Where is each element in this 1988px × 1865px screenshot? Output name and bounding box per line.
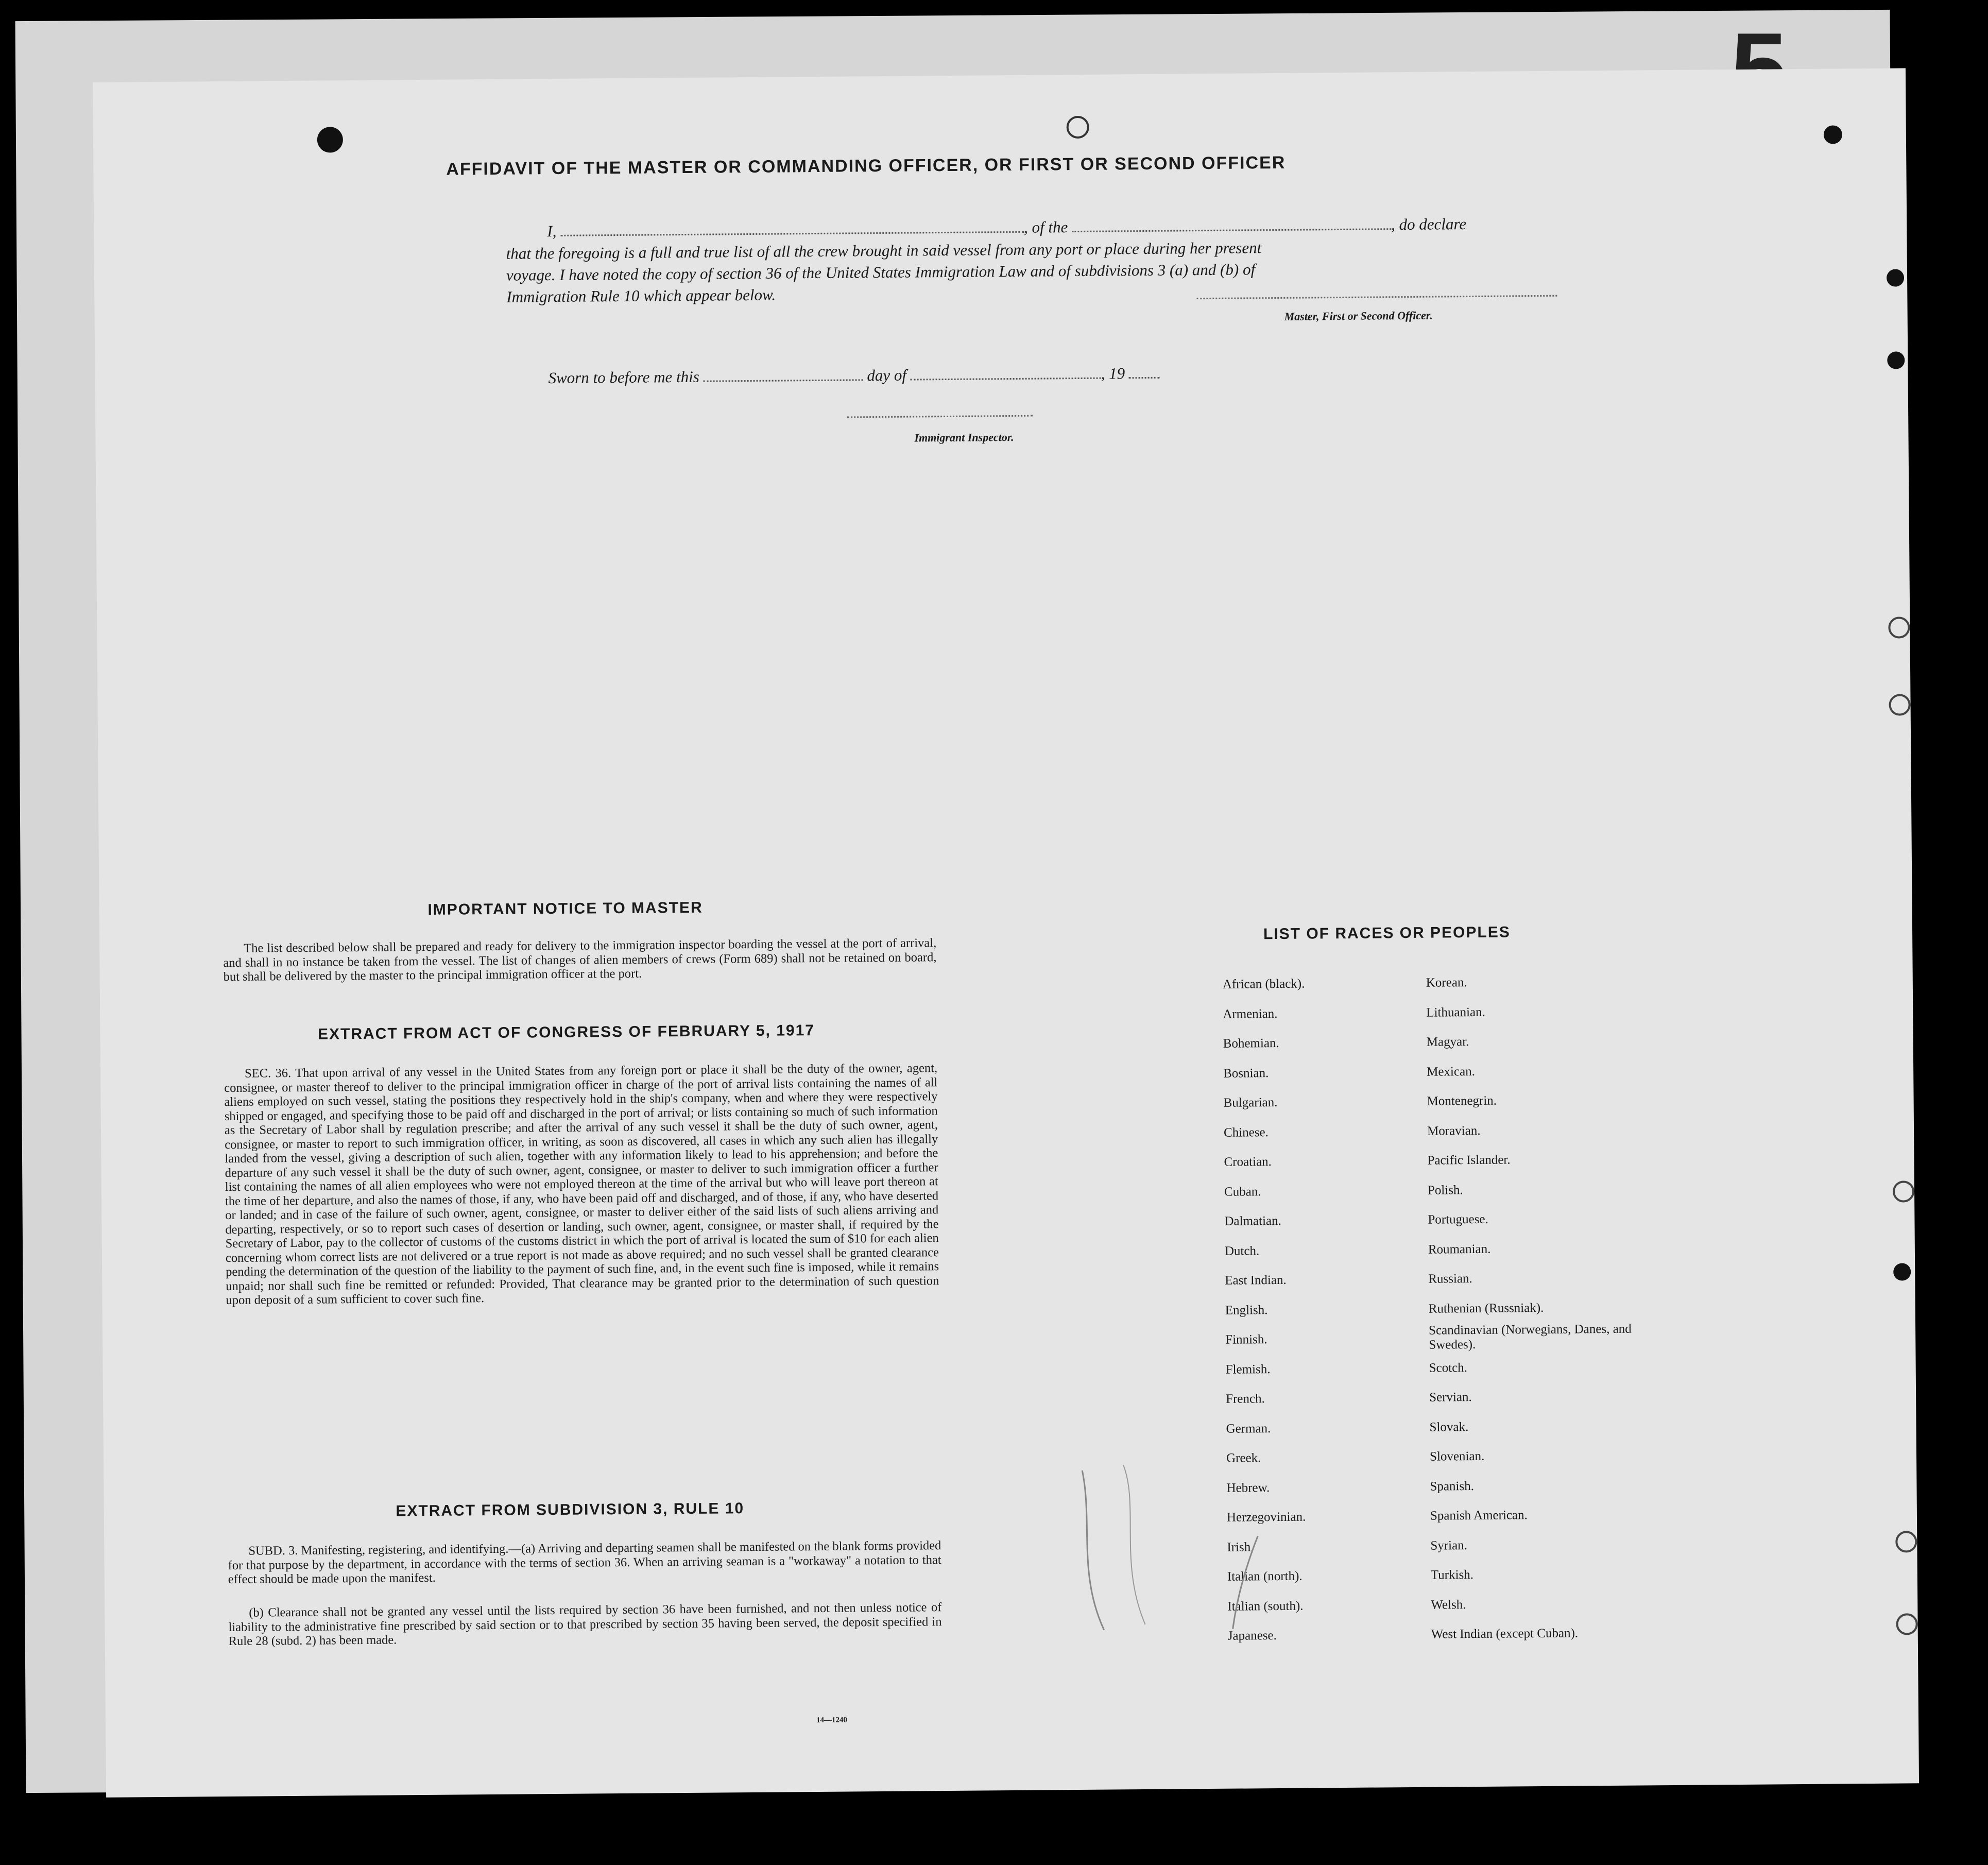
day-of-label: day of [867,366,907,385]
race-item: Welsh. [1431,1597,1466,1612]
master-signature-label: Master, First or Second Officer. [1284,309,1433,323]
race-item: Scotch. [1429,1360,1468,1375]
race-item: Cuban. [1224,1184,1261,1199]
affidavit-title: AFFIDAVIT OF THE MASTER OR COMMANDING OFFICER, OR FIRST OR SECOND OFFICER [446,152,1286,179]
race-item: Magyar. [1426,1035,1469,1049]
punch-ring [1896,1613,1917,1635]
race-item: Servian. [1429,1390,1472,1405]
form-number: 14—1240 [816,1716,848,1725]
punch-ring [1889,694,1910,715]
race-item: West Indian (except Cuban). [1431,1626,1579,1641]
circle-mark-icon [1067,116,1089,139]
race-item: Chinese. [1223,1125,1269,1140]
race-item: Korean. [1426,976,1467,990]
race-item: Italian (south). [1227,1599,1304,1614]
race-item: Herzegovinian. [1226,1510,1306,1525]
affidavit-line-4: Immigration Rule 10 which appear below. [506,285,776,306]
race-item: French. [1226,1392,1265,1406]
act-extract-title: EXTRACT FROM ACT OF CONGRESS OF FEBRUARY 5, 1917 [317,1022,815,1043]
race-item: Irish. [1227,1539,1254,1554]
race-item: Montenegrin. [1427,1093,1497,1108]
race-item: East Indian. [1225,1273,1287,1288]
month-blank[interactable] [911,378,1101,381]
sworn-prefix: Sworn to before me this [548,367,700,387]
race-item: Bulgarian. [1223,1095,1278,1110]
punch-hole [1893,1263,1911,1280]
do-declare-label: , do declare [1391,215,1467,234]
race-item: Polish. [1427,1183,1463,1197]
pencil-scribble [1061,1458,1321,1635]
race-item: Slovak. [1429,1419,1469,1434]
race-item: Flemish. [1225,1362,1271,1377]
affidavit-line-3: voyage. I have noted the copy of section 36 of the United States Immigration Law and of subdivisions 3 (a) and (b) of [506,260,1256,284]
rule-extract-para-b: (b) Clearance shall not be granted any vessel until the lists required by section 36 have been furnished, and not then unless notice of liability to the administrative fine prescribed by said section or to that prescribed by section 35 having been served, the deposit specified in Rule 28 (subd. 2) has been made. [228,1600,942,1649]
affidavit-line-2: that the foregoing is a full and true list of all the crew brought in said vessel from any port or place during her present [506,238,1262,263]
race-item: Greek. [1226,1451,1261,1465]
race-item: Ruthenian (Russniak). [1428,1301,1544,1316]
race-item: German. [1226,1421,1271,1436]
punch-ring [1888,617,1910,638]
race-item: Turkish. [1430,1568,1474,1582]
race-item: Italian (north). [1227,1569,1303,1584]
race-item: Croatian. [1224,1155,1272,1169]
race-item: Spanish American. [1430,1508,1528,1523]
race-item: Armenian. [1223,1006,1278,1021]
race-item: African (black). [1222,977,1305,991]
race-item: Spanish. [1430,1479,1475,1494]
notice-text: The list described below shall be prepared and ready for delivery to the immigration inspector boarding the vessel at the port of arrival, and shall in no instance be taken from the vessel. The list of changes of alien members of crews (Form 689) shall not be retained on board, but shall be delivered by the master to the principal immigration officer at the port. [223,936,937,984]
notice-title: IMPORTANT NOTICE TO MASTER [427,899,703,918]
race-item: Bohemian. [1223,1036,1279,1051]
race-item: Slovenian. [1429,1449,1485,1464]
race-item: Dutch. [1224,1243,1260,1258]
manifest-sheet [93,68,1919,1798]
sworn-line [548,361,1321,389]
punch-ring [1893,1180,1914,1202]
punch-hole [1824,125,1842,144]
race-item: Roumanian. [1428,1242,1491,1257]
punch-hole [317,127,343,152]
inspector-label: Immigrant Inspector. [914,430,1014,444]
inspector-signature-line[interactable] [847,415,1033,418]
race-item: Portuguese. [1428,1212,1488,1227]
races-right-column [1426,966,1648,1649]
year-blank[interactable] [1129,377,1160,379]
race-item: Scandinavian (Norwegians, Danes, and Swedes). [1429,1322,1632,1352]
race-item: Dalmatian. [1224,1213,1281,1228]
punch-hole [1887,351,1905,369]
race-item: Lithuanian. [1426,1005,1485,1020]
race-item: Bosnian. [1223,1066,1269,1081]
race-item: Finnish. [1225,1332,1267,1347]
year-label: , 19 [1101,364,1125,383]
race-item: Russian. [1428,1272,1472,1286]
races-title: LIST OF RACES OR PEOPLES [1263,923,1511,943]
race-item: Japanese. [1227,1629,1277,1643]
race-item: Hebrew. [1226,1480,1270,1495]
race-item: Mexican. [1427,1064,1475,1079]
race-item: Moravian. [1427,1123,1481,1138]
affidavit-i-label: I, [547,221,557,241]
day-blank[interactable] [704,379,863,382]
rule-extract-title: EXTRACT FROM SUBDIVISION 3, RULE 10 [396,1500,745,1520]
punch-ring [1895,1531,1917,1552]
bleed-through-text [199,434,1847,447]
name-blank[interactable] [560,231,1024,236]
rule-extract-para-a: SUBD. 3. Manifesting, registering, and identifying.—(a) Arriving and departing seamen shall be manifested on the blank forms provided for that purpose by the department, in accordance with the terms of section 36. When an arriving seaman is a "workaway" a notation to that effect should be made upon the manifest. [228,1538,941,1587]
race-item: English. [1225,1303,1268,1318]
race-item: Pacific Islander. [1427,1153,1511,1168]
punch-hole [1887,269,1904,286]
vessel-blank[interactable] [1072,228,1391,232]
act-extract-text: SEC. 36. That upon arrival of any vessel in the United States from any foreign port or place it shall be the duty of the owner, agent, consignee, or master thereof to deliver to the principal immigration officer in charge of the port of arrival lists containing the names of all aliens employed on such vessel, stating the positions they respectively hold in the ship's company, when and where they were respectively shipped or engaged, and specifying those to be paid off and discharged in the port of arrival; or lists containing so much of such information as the Secretary of Labor shall by regulation prescribe; and after the arrival of any such vessel it shall be the duty of such owner, agent, consignee, or master to report to such immigration officer, in writing, as soon as discovered, all cases in which any such alien has illegally landed from the vessel, giving a description of such alien, together with any information likely to lead to his apprehension; and before the departure of any such vessel it shall be the duty of such owner, agent, consignee, or master to deliver to such immigration officer a further list containing the names of all alien employees who were not employed thereon at the time of the arrival but who will leave port thereon at the time of her departure, and also the names of those, if any, who have been paid off and discharged, and of those, if any, who have deserted or landed; and in case of the failure of such owner, agent, consignee, or master to deliver either of the said lists of such aliens arriving and departing, respectively, or so to report such cases of desertion or landing, such owner, agent, consignee, or master shall, if required by the Secretary of Labor, pay to the collector of customs of the customs district in which the port of arrival is located the sum of $10 for each alien concerning whom correct lists are not delivered or a true report is not made as above required; and no such vessel shall be granted clearance pending the determination of the question of the liability to the payment of such fine, and, in the event such fine is imposed, while it remains unpaid; nor shall such fine be remitted or refunded: Provided, That clearance may be granted prior to the determination of such question upon deposit of a sum sufficient to cover such fine. [224,1061,939,1308]
master-signature-line[interactable] [1196,295,1557,299]
of-the-label: , of the [1023,218,1068,236]
race-item: Syrian. [1430,1538,1468,1553]
